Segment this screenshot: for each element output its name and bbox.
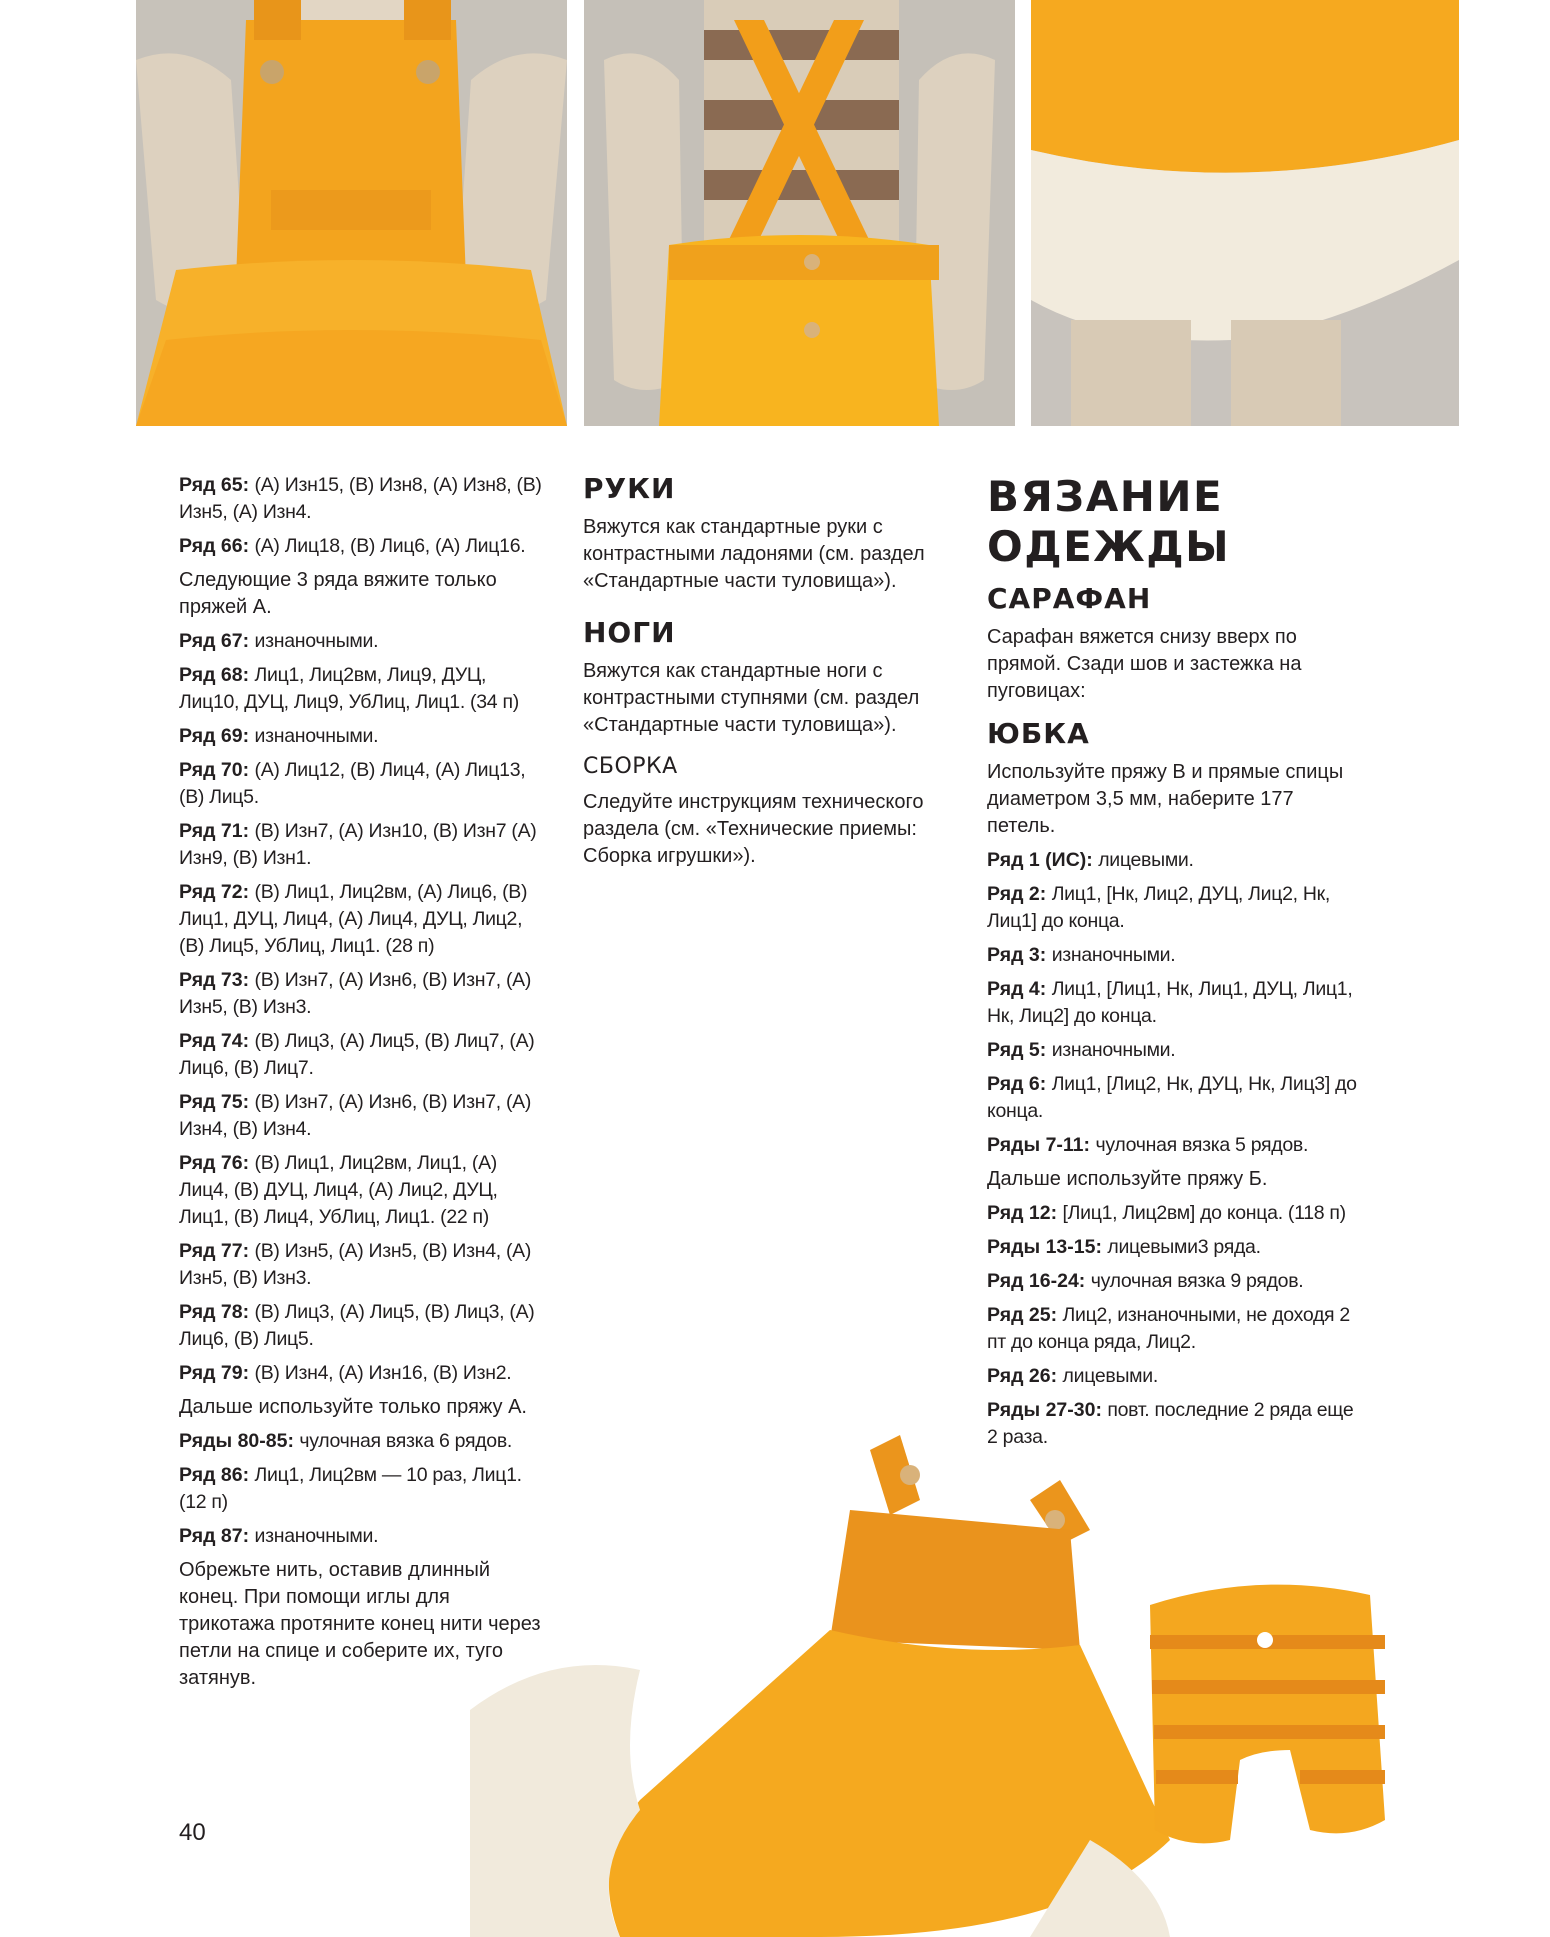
row-label: Ряд 75: — [179, 1091, 250, 1113]
row-label: Ряд 74: — [179, 1030, 250, 1052]
row-text: (A) Изн15, (B) Изн8, (A) Изн8, (B) Изн5, (A) Изн4. — [179, 474, 542, 523]
row-label: Ряд 2: — [987, 883, 1047, 905]
row-text: чулочная вязка 5 рядов. — [1095, 1134, 1309, 1156]
row-text: (B) Лиц3, (A) Лиц5, (B) Лиц3, (A) Лиц6, (B) Лиц5. — [179, 1301, 535, 1350]
pattern-row — [987, 1132, 1367, 1159]
row-text: повт. последние 2 ряда еще 2 раза. — [987, 1399, 1354, 1448]
sundress-heading: САРАФАН — [987, 582, 1152, 615]
row-text: Лиц1, Лиц2вм, Лиц9, ДУЦ, Лиц10, ДУЦ, Лиц9, УбЛиц, Лиц1. (34 п) — [179, 664, 519, 713]
pattern-row — [987, 881, 1367, 935]
pattern-row — [987, 1363, 1367, 1390]
arms-text: Вяжутся как стандартные руки с контрастными ладонями (см. раздел «Стандартные части туловища»). — [583, 516, 925, 592]
row-text: Лиц1, [Лиц1, Нк, Лиц1, ДУЦ, Лиц1, Нк, Лиц2] до конца. — [987, 978, 1353, 1027]
row-text: (A) Лиц12, (B) Лиц4, (A) Лиц13, (B) Лиц5. — [179, 759, 526, 808]
row-text: Лиц1, Лиц2вм — 10 раз, Лиц1. (12 п) — [179, 1464, 522, 1513]
section-title-line-2: ОДЕЖДЫ — [987, 522, 1231, 571]
row-text: изнаночными. — [1051, 944, 1176, 966]
row-label: Ряд 67: — [179, 630, 250, 652]
skirt-text: Используйте пряжу B и прямые спицы диаметром 3,5 мм, наберите 177 петель. — [987, 761, 1344, 837]
pattern-row — [987, 976, 1367, 1030]
row-label: Ряды 13-15: — [987, 1236, 1102, 1258]
row-text: изнаночными. — [254, 725, 379, 747]
legs-heading: НОГИ — [583, 616, 676, 649]
assembly-heading: СБОРКА — [583, 754, 678, 779]
instruction-text: Следующие 3 ряда вяжите только пряжей A. — [179, 569, 497, 618]
section-title — [987, 472, 1367, 572]
pattern-row — [179, 723, 549, 750]
row-label: Ряд 69: — [179, 725, 250, 747]
row-label: Ряд 6: — [987, 1073, 1047, 1095]
row-text: Лиц2, изнаночными, не доходя 2 пт до конца ряда, Лиц2. — [987, 1304, 1350, 1353]
row-label: Ряды 27-30: — [987, 1399, 1102, 1421]
sundress-text: Сарафан вяжется снизу вверх по прямой. Сзади шов и застежка на пуговицах: — [987, 626, 1302, 702]
instruction-text: Дальше используйте только пряжу A. — [179, 1396, 527, 1418]
row-label: Ряд 1 (ИС): — [987, 849, 1093, 871]
pattern-row — [179, 1238, 549, 1292]
row-label: Ряд 3: — [987, 944, 1047, 966]
row-text: лицевыми3 ряда. — [1107, 1236, 1261, 1258]
row-text: изнаночными. — [254, 1525, 379, 1547]
row-label: Ряд 16-24: — [987, 1270, 1086, 1292]
row-text: (B) Изн7, (A) Изн6, (B) Изн7, (A) Изн4, (B) Изн4. — [179, 1091, 532, 1140]
closing-text: Обрежьте нить, оставив длинный конец. При помощи иглы для трикотажа протяните конец нити через петли на спице и соберите их, туго затянув. — [179, 1559, 541, 1689]
pattern-row — [179, 662, 549, 716]
row-text: (B) Изн5, (A) Изн5, (B) Изн4, (A) Изн5, (B) Изн3. — [179, 1240, 532, 1289]
pattern-row — [987, 1234, 1367, 1261]
overall-bib-front-photo — [136, 0, 567, 426]
row-text: лицевыми. — [1062, 1365, 1158, 1387]
row-label: Ряд 5: — [987, 1039, 1047, 1061]
row-text: изнаночными. — [254, 630, 379, 652]
assembly-text: Следуйте инструкциям технического раздела (см. «Технические приемы: Сборка игрушки»). — [583, 791, 924, 867]
row-label: Ряд 68: — [179, 664, 250, 686]
row-label: Ряд 12: — [987, 1202, 1058, 1224]
row-text: чулочная вязка 9 рядов. — [1090, 1270, 1304, 1292]
pattern-row — [987, 847, 1367, 874]
row-text: [Лиц1, Лиц2вм] до конца. (118 п) — [1062, 1202, 1346, 1224]
skirt-ruffle-photo — [1031, 0, 1459, 426]
row-label: Ряд 78: — [179, 1301, 250, 1323]
pattern-row — [179, 1360, 549, 1387]
pattern-row — [179, 628, 549, 655]
row-text: Лиц1, [Лиц2, Нк, ДУЦ, Нк, Лиц3] до конца. — [987, 1073, 1357, 1122]
pattern-row — [987, 1268, 1367, 1295]
middle-column — [583, 472, 953, 877]
row-text: (B) Изн7, (A) Изн6, (B) Изн7, (A) Изн5, (B) Изн3. — [179, 969, 532, 1018]
row-label: Ряды 7-11: — [987, 1134, 1091, 1156]
row-label: Ряд 4: — [987, 978, 1047, 1000]
row-text: (B) Лиц3, (A) Лиц5, (B) Лиц7, (A) Лиц6, (B) Лиц7. — [179, 1030, 535, 1079]
pattern-row — [179, 879, 549, 960]
row-label: Ряд 70: — [179, 759, 250, 781]
row-label: Ряд 65: — [179, 474, 250, 496]
overall-back-straps-photo — [584, 0, 1015, 426]
pattern-row — [179, 1089, 549, 1143]
row-label: Ряд 86: — [179, 1464, 250, 1486]
row-label: Ряд 73: — [179, 969, 250, 991]
page-number: 40 — [179, 1819, 206, 1846]
pattern-row — [179, 533, 549, 560]
row-label: Ряд 77: — [179, 1240, 250, 1262]
row-label: Ряд 26: — [987, 1365, 1058, 1387]
arms-heading: РУКИ — [583, 472, 676, 505]
row-label: Ряды 80-85: — [179, 1430, 294, 1452]
row-text: лицевыми. — [1098, 849, 1194, 871]
pattern-row — [987, 942, 1367, 969]
row-text: (B) Лиц1, Лиц2вм, (A) Лиц6, (B) Лиц1, ДУЦ, Лиц4, (A) Лиц4, ДУЦ, Лиц2, (B) Лиц5, УбЛиц, Лиц1. (28 п) — [179, 881, 528, 957]
pattern-row — [179, 1299, 549, 1353]
row-text: изнаночными. — [1051, 1039, 1176, 1061]
pattern-row — [179, 1028, 549, 1082]
row-text: (B) Лиц1, Лиц2вм, Лиц1, (A) Лиц4, (B) ДУЦ, Лиц4, (A) Лиц2, ДУЦ, Лиц1, (B) Лиц4, УбЛиц, Лиц1. (22 п) — [179, 1152, 498, 1228]
pattern-row — [987, 1071, 1367, 1125]
row-label: Ряд 25: — [987, 1304, 1058, 1326]
row-label: Ряд 79: — [179, 1362, 250, 1384]
skirt-heading: ЮБКА — [987, 717, 1090, 750]
pattern-row — [179, 472, 549, 526]
section-title-line-1: ВЯЗАНИЕ — [987, 472, 1224, 521]
row-text: (B) Изн7, (A) Изн10, (B) Изн7 (A) Изн9, (B) Изн1. — [179, 820, 537, 869]
legs-text: Вяжутся как стандартные ноги с контрастными ступнями (см. раздел «Стандартные части туловища»). — [583, 660, 920, 736]
instruction-text: Дальше используйте пряжу Б. — [987, 1168, 1268, 1190]
row-text: (A) Лиц18, (B) Лиц6, (A) Лиц16. — [254, 535, 526, 557]
pattern-row — [179, 818, 549, 872]
row-label: Ряд 76: — [179, 1152, 250, 1174]
pattern-row — [179, 967, 549, 1021]
row-label: Ряд 66: — [179, 535, 250, 557]
pattern-row — [987, 1302, 1367, 1356]
pattern-row — [987, 1200, 1367, 1227]
row-text: (B) Изн4, (A) Изн16, (B) Изн2. — [254, 1362, 512, 1384]
row-label: Ряд 71: — [179, 820, 250, 842]
pattern-row — [179, 757, 549, 811]
pattern-row — [987, 1037, 1367, 1064]
row-text: Лиц1, [Нк, Лиц2, ДУЦ, Лиц2, Нк, Лиц1] до конца. — [987, 883, 1330, 932]
right-column — [987, 472, 1367, 1458]
row-label: Ряд 72: — [179, 881, 250, 903]
row-label: Ряд 87: — [179, 1525, 250, 1547]
sundress-and-shorts-photo — [470, 1420, 1480, 1937]
pattern-row — [179, 1150, 549, 1231]
row-text: чулочная вязка 6 рядов. — [299, 1430, 513, 1452]
